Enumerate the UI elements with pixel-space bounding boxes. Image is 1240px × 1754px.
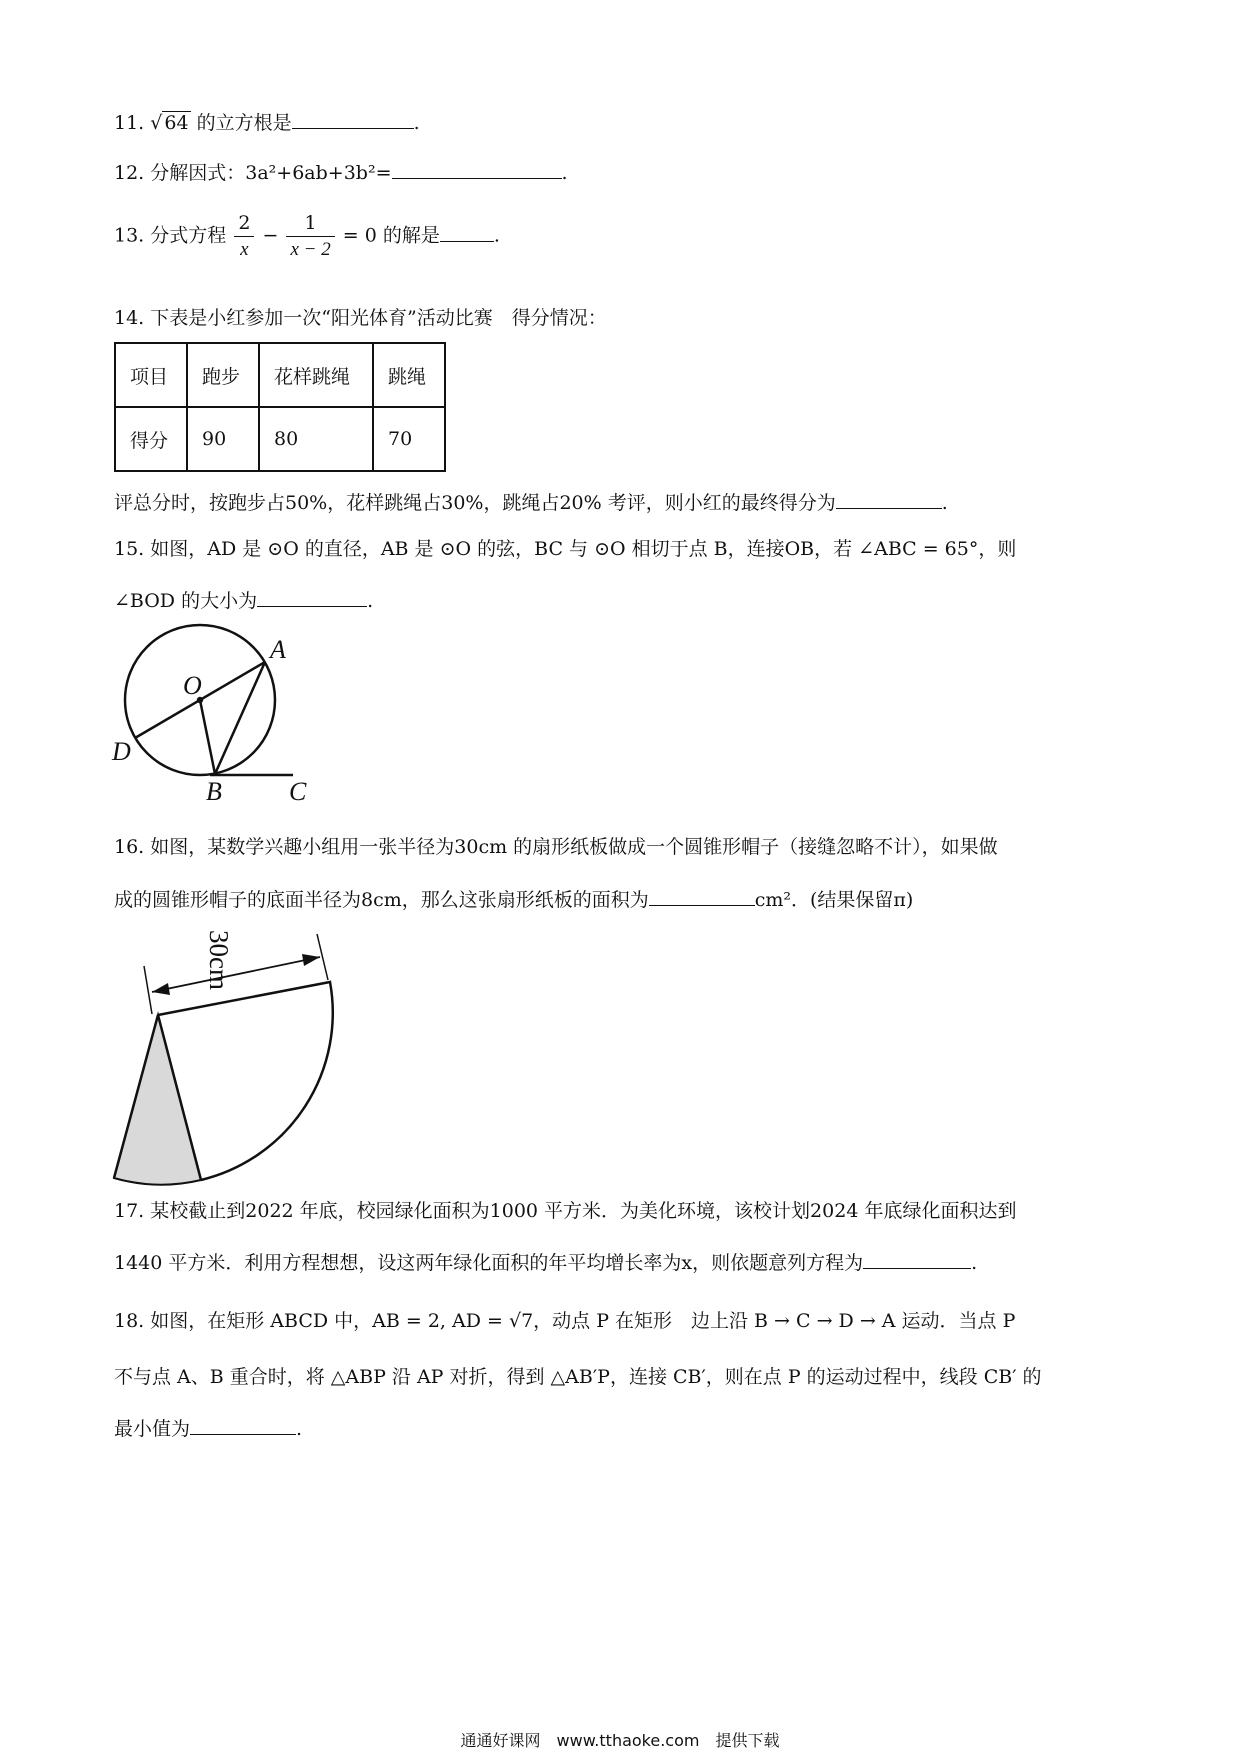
label-o: O	[183, 671, 202, 700]
arrowhead	[302, 954, 320, 966]
fraction-1: $\frac{2}{x}$	[234, 210, 254, 263]
label-a: A	[270, 635, 286, 664]
question-14-after: 评总分时，按跑步占50%，花样跳绳占30%，跳绳占20% 考评，则小红的最终得分为 .	[114, 492, 948, 514]
question-16: 16. 如图，某数学兴趣小组用一张半径为30cm 的扇形纸板做成一个圆锥形帽子（接缝忽略不计），如果做	[114, 836, 998, 858]
table-cell: 花样跳绳	[259, 343, 373, 407]
table-cell: 80	[259, 407, 373, 471]
radicand: 64	[164, 112, 189, 134]
question-13: 13. 分式方程 $\frac{2}{x}$ − $\frac{1}{x - 2}$ = 0 的解是 .	[114, 210, 500, 263]
table-cell: 得分	[115, 407, 187, 471]
question-16-line2: 成的圆锥形帽子的底面半径为8cm，那么这张扇形纸板的面积为 cm²．(结果保留π)	[114, 889, 914, 911]
dimension-arrow	[152, 957, 320, 992]
question-18-line2: 不与点 A、B 重合时，将 △ABP 沿 AP 对折，得到 △AB′P，连接 CB′，则在点 P 的运动过程中，线段 CB′ 的	[114, 1366, 1042, 1388]
table-cell: 90	[187, 407, 259, 471]
table-cell: 项目	[115, 343, 187, 407]
question-17-line2: 1440 平方米．利用方程想想，设这两年绿化面积的年平均增长率为x，则依题意列方程为 .	[114, 1252, 978, 1274]
label-c: C	[289, 777, 307, 806]
question-12: 12. 分解因式：3a²+6ab+3b²= .	[114, 162, 568, 184]
question-17: 17. 某校截止到2022 年底，校园绿化面积为1000 平方米．为美化环境，该校计划2024 年底绿化面积达到	[114, 1200, 1017, 1222]
shaded-region	[114, 1015, 201, 1185]
question-18: 18. 如图，在矩形 ABCD 中，AB = 2, AD = √7，动点 P 在矩形 边上沿 B → C → D → A 运动．当点 P	[114, 1310, 1016, 1332]
table-cell: 跑步	[187, 343, 259, 407]
label-b: B	[206, 777, 222, 806]
question-15-line2: ∠BOD 的大小为 .	[114, 590, 374, 612]
question-14: 14. 下表是小红参加一次“阳光体育”活动比赛 得分情况：	[114, 307, 607, 329]
question-18-line3: 最小值为 .	[114, 1418, 303, 1440]
fraction-2: $\frac{1}{x - 2}$	[286, 210, 334, 263]
page-footer: 通通好课网 www.tthaoke.com 提供下载	[460, 1731, 780, 1750]
question-15: 15. 如图，AD 是 ⊙O 的直径，AB 是 ⊙O 的弦，BC 与 ⊙O 相切于点 B，连接OB，若 ∠ABC = 65°，则	[114, 538, 1017, 560]
label-d: D	[112, 737, 131, 766]
table-cell: 跳绳	[373, 343, 445, 407]
table-cell: 70	[373, 407, 445, 471]
arrowhead	[152, 983, 170, 995]
answer-blank[interactable]	[190, 1416, 296, 1435]
question-11: 11. √ 64 的立方根是 .	[114, 112, 420, 134]
dimension-label: 30cm	[204, 930, 234, 990]
extension-line	[144, 966, 152, 1014]
sqrt-sign: √	[150, 112, 163, 134]
answer-blank[interactable]	[863, 1250, 971, 1269]
